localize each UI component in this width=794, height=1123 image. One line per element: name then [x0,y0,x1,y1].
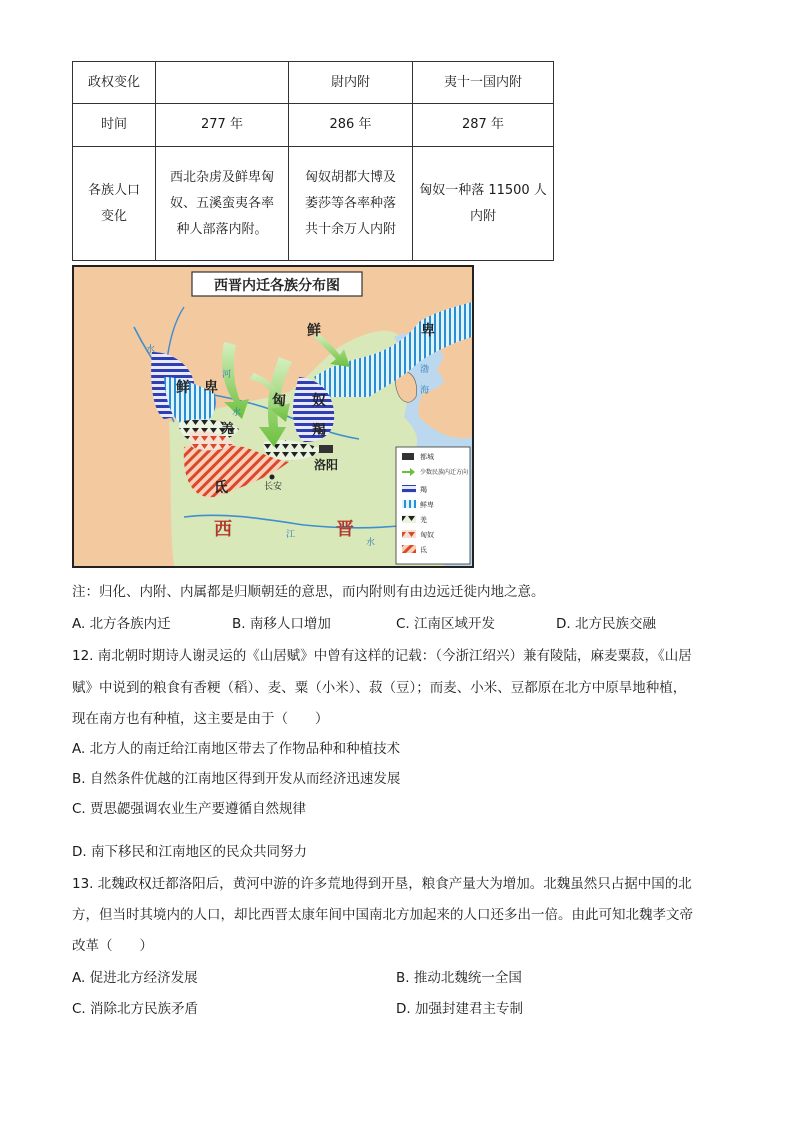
table-cell: 夷十一国内附 [413,62,554,104]
table-cell [413,147,554,261]
label-jin: 晋 [336,519,354,540]
legend-qiang-swatch [402,515,416,523]
legend-jie-swatch [402,485,416,493]
western-jin-migration-map [72,265,474,568]
label-xiongnu-2: 奴 [312,393,326,409]
table-cell: 277 年 [156,104,289,147]
label-bo: 渤 [420,365,430,375]
legend-xianbei-swatch [402,500,416,508]
label-hai: 海 [420,386,430,396]
label-xiongnu-1: 匈 [272,393,286,409]
label-di: 氐 [214,480,228,496]
q11-option-c[interactable]: C. 江南区域开发 [396,616,496,632]
label-shui1: 水 [146,345,156,355]
label-changan: 长安 [264,482,283,492]
cell-line: 内附 [469,208,496,224]
cell-line: 变化 [100,208,127,224]
legend-label: 羯 [420,486,427,494]
table-cell: 时间 [73,104,156,147]
map-note: 注：归化、内附、内属都是归顺朝廷的意思，而内附则有由边远迁徙内地之意。 [72,584,545,600]
capital-luoyang-icon [319,445,333,453]
table-cell: 政权变化 [73,62,156,104]
legend-label: 少数民族内迁方向 [420,469,469,476]
q12-option-d[interactable]: D. 南下移民和江南地区的民众共同努力 [72,844,307,860]
legend-xiongnu-swatch [402,530,416,538]
legend-label: 氐 [420,546,427,554]
label-shui2: 水 [232,408,242,418]
map-svg [74,267,472,566]
table-row [73,147,554,261]
legend-label: 羌 [420,516,427,524]
q12-stem-line: 12. 南北朝时期诗人谢灵运的《山居赋》中曾有这样的记载：（今浙江绍兴）兼有陵陆，麻麦粟菽，《山居 [72,648,692,664]
q13-option-b[interactable]: B. 推动北魏统一全国 [396,970,522,986]
label-xianbei-n: 鲜 [307,323,321,339]
cell-line: 共十余万人内附 [304,221,396,237]
label-xi: 西 [214,519,232,540]
q13-option-c[interactable]: C. 消除北方民族矛盾 [72,1001,199,1017]
legend-label: 鲜卑 [420,501,434,509]
cell-line: 各族人口 [87,182,140,198]
map-legend [396,447,470,564]
cell-line: 西北杂虏及鲜卑匈 [169,169,274,185]
table-cell [73,147,156,261]
legend-label: 都城 [420,453,434,461]
label-xianbei-w: 鲜 [176,380,190,396]
table-row [73,62,554,104]
label-shui3: 水 [366,538,376,548]
legend-capital-icon [402,453,414,460]
table-cell [156,62,289,104]
label-xianbei-ne: 卑 [421,323,435,339]
cell-line: 匈奴一种落 11500 人 [419,182,547,198]
table-cell: 尉内附 [289,62,413,104]
q11-option-d[interactable]: D. 北方民族交融 [556,616,656,632]
table-row [73,104,554,147]
q11-option-b[interactable]: B. 南移人口增加 [232,616,331,632]
migration-table [72,61,554,261]
table-cell [156,147,289,261]
map-title: 西晋内迁各族分布图 [214,278,340,294]
q13-option-d[interactable]: D. 加强封建君主专制 [396,1001,523,1017]
q13-stem-line: 13. 北魏政权迁都洛阳后，黄河中游的许多荒地得到开垦，粮食产量大为增加。北魏虽然只占据中国的北 [72,876,692,892]
label-luoyang: 洛阳 [314,458,339,472]
q13-stem-line: 方，但当时其境内的人口，却比西晋太康年间中国南北方加起来的人口还多出一倍。由此可知北魏孝文帝 [72,907,693,923]
label-xianbei-w2: 卑 [204,380,218,396]
city-changan-icon [270,475,275,480]
q13-option-a[interactable]: A. 促进北方经济发展 [72,970,198,986]
cell-line: 匈奴胡都大博及 [304,169,396,185]
table-cell: 287 年 [413,104,554,147]
q12-stem-line: 赋》中说到的粮食有香粳（稻）、麦、粟（小米）、菽（豆）；而麦、小米、豆都原在北方中原旱地种植， [72,680,687,696]
legend-label: 匈奴 [420,531,434,539]
q13-stem-line: 改革（ ） [72,938,153,954]
label-he: 河 [222,370,232,380]
cell-line: 种人部落内附。 [176,221,268,237]
q12-option-c[interactable]: C. 贾思勰强调农业生产要遵循自然规律 [72,801,307,817]
cell-line: 奴、五溪蛮夷各率 [169,195,274,211]
cell-line: 萎莎等各率种落 [304,195,396,211]
legend-di-swatch [402,545,416,553]
label-jiang: 江 [286,530,296,540]
q12-stem-line: 现在南方也有种植，这主要是由于（ ） [72,711,329,727]
q11-option-a[interactable]: A. 北方各族内迁 [72,616,171,632]
q12-option-b[interactable]: B. 自然条件优越的江南地区得到开发从而经济迅速发展 [72,771,401,787]
q12-option-a[interactable]: A. 北方人的南迁给江南地区带去了作物品种和种植技术 [72,741,401,757]
table-cell: 286 年 [289,104,413,147]
table-cell [289,147,413,261]
label-jie: 羯 [312,423,326,439]
label-qiang: 羌 [221,422,235,437]
